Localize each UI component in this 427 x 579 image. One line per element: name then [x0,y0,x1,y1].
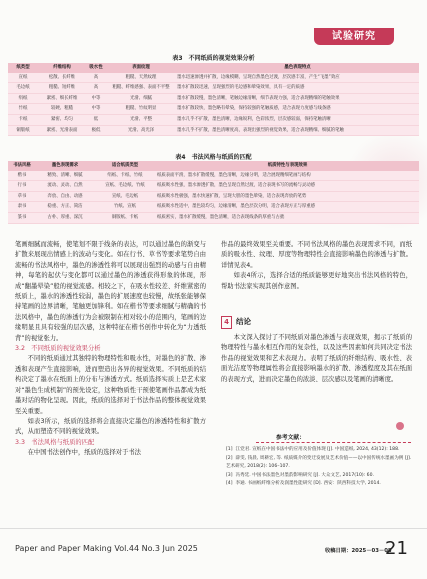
conclusion-body [221,333,412,385]
reference-text: 李通. 书画纸纤维分析及润墨性能研究 [D]. 西安：陕西科技大学, 2014. [235,481,381,487]
left-column [15,240,206,459]
table-cell: 篆书 [8,212,36,223]
table-cell: 光滑、平整 [106,114,176,125]
column-header: 墨色表现需求 [36,161,94,171]
table-cell: 墨水扩散较迅速，呈现强烈的毛边感和晕染效果，具有一定的质感 [176,83,419,94]
column-header: 墨色表现特点 [176,63,419,73]
received-date: 收稿日期：2025－03－08 [325,548,392,554]
table-cell: 精致、清晰、细腻 [36,171,94,181]
page-number: 21 [385,538,408,559]
column-header: 表面纹理 [106,63,176,73]
reference-number: [4] [226,481,233,487]
table-cell: 铜版纸、卡纸 [94,212,156,223]
left-paragraph-3: 如表3所示，纸质的选择将会直接决定墨色的渗透特性和扩散方式，从而塑造不同的视觉效果。 [15,417,206,436]
table-cell: 中等 [86,104,106,115]
table-cell: 奔放、自由、动感 [36,191,94,202]
table-cell: 古朴、厚重、深沉 [36,212,94,223]
section-number-box: 4 [221,316,232,329]
table-cell: 草书 [8,191,36,202]
column-header: 纤维结构 [38,63,86,73]
table-cell: 纸质表面平滑，墨水扩散缓慢，墨色清晰，边缘分明，适合展现精细笔画与结构 [156,171,419,181]
table-cell: 紧密、均匀 [38,114,86,125]
table-cell: 较硬、粗糙 [38,104,86,115]
table-cell: 光滑、高光泽 [106,125,176,136]
table3 [8,63,419,136]
table-cell: 松散、长纤维 [38,73,86,83]
table-cell: 绢纸、卡纸、竹纸 [94,171,156,181]
reference-text: 江党君. 宣纸在中国书法中的应用及价值体现 [J]. 中国造纸, 2024, 43(12): 188. [235,447,400,452]
heading-3-2: 3.2 不同纸质的视觉效果分析 [15,345,101,353]
flower-ornament-icon [396,422,404,430]
table4-row [8,202,419,213]
table-cell: 宣纸 [8,73,38,83]
table-cell: 紧密、细长纤维 [38,93,86,104]
table4-row [8,171,419,181]
right-paragraph-2: 如表4所示，选择合适的纸质能够更好地突出书法风格的特色，帮助书法家实现其创作意图。 [221,272,412,290]
reference-number: [3] [226,472,233,478]
table-cell: 粗糙、短纤维 [38,83,86,94]
table-cell: 毛边纸 [8,83,38,94]
reference-number: [2] [226,455,233,461]
table-cell: 粗糙、天然纹理 [106,73,176,83]
table-cell: 绢纸 [8,93,38,104]
table-cell: 墨水几乎不扩散，墨色清晰，边缘锐利，色彩浓烈，层次感较弱，保持笔触清晰 [176,114,419,125]
right-column [221,240,412,292]
references-title: 参考文献： [276,435,305,441]
conclusion-heading [221,315,251,329]
table3-row [8,73,419,83]
reference-item [226,446,412,454]
table-cell: 宣纸、毛边纸、竹纸 [94,181,156,192]
conclusion-title: 结论 [236,317,251,326]
table4-header [8,161,419,171]
column-header: 纸质特性与表现效果 [156,161,419,171]
table-cell: 紧密、光滑表面 [38,125,86,136]
left-paragraph-4: 在中国书法创作中，纸质的选择对于书法 [27,449,141,457]
table4-row [8,212,419,223]
table4-row [8,191,419,202]
table-cell: 稳重、方正、简洁 [36,202,94,213]
section-tag: 试验研究 [314,28,394,45]
table4 [8,161,419,224]
table-cell: 纸质吸水性适中，墨色较均匀，边缘清晰，墨色层次分明，适合表现方正与厚重感 [156,202,419,213]
table3-header [8,63,419,73]
table-cell: 纸质吸水性强，墨水渗透扩散，墨色呈现自然过渡，适合表现书写的流畅与灵动感 [156,181,419,192]
column-header: 书法风格 [8,161,36,171]
conclusion-paragraph: 本文深入探讨了不同纸质对墨色渗透与表现效果，揭示了纸质的物理特性与墨水相互作用的复杂性，以及这些因素如何共同决定书法作品的视觉效果和艺术表现力。表明了纸质的纤维结构、吸水性、表面光洁度等物理属性将会直接影响墨水的扩散、渗透程度及其在纸面的表现方式，进而决定墨色的浓淡、层次感以及笔画的清晰度。 [221,334,412,383]
journal-footer: Paper and Paper Making Vol.44 No.3 Jun 2025 [15,544,198,553]
reference-number: [1] [226,447,233,452]
table4-caption: 表4 书法风格与纸质的匹配 [175,154,252,161]
reference-text: 薛雯, 钱晨, 周耕宏, 等. 纸质媒介的变迁发展及艺术价值——以中国传统水墨画为例 [J]. 艺术研究, 2018(2): 106–107. [226,455,412,469]
reference-item [226,480,412,488]
table-cell: 极低 [86,125,106,136]
table-cell: 卡纸 [8,114,38,125]
column-header: 吸水性 [86,63,106,73]
heading-3-3: 3.3 书法风格与纸质的匹配 [15,438,95,446]
table-cell: 高 [86,83,106,94]
reference-text: 冯秀廷. 中国书法墨色对墨韵影响研究 [J]. 大众文艺, 2017(10): 60. [235,472,374,478]
table3-row [8,114,419,125]
references-divider [256,442,411,443]
table-cell: 宣纸、毛边纸 [94,191,156,202]
table-cell: 行书 [8,181,36,192]
table-cell: 墨水几乎不扩散，墨色清晰度高，表现出强烈的视觉效果，适合表现精细、细腻的笔触 [176,125,419,136]
left-paragraph-2: 不同的纸质通过其独特的物理特性和吸水性，对墨色的扩散、渗透和表现产生直接影响，进而塑造出各异的视觉效果。不同纸质的结构决定了墨水在纸面上的分布与渗透方式。纸质选择实质上是艺术家对“墨色生成机制”的预先设定，这种物质性干预使笔画作品都成为纸墨对话的物化呈现。因此，纸质的选择对于书法作品的整体视觉效果至关重要。 [15,355,206,415]
table-cell: 粗糙、纤维感强、表面不平整 [106,83,176,94]
table-cell: 楷书 [8,171,36,181]
table-cell: 隶书 [8,202,36,213]
table-cell: 光滑、细腻 [106,93,176,104]
references-list [226,446,412,489]
table-cell: 中等 [86,93,106,104]
left-paragraph-1: 笔画细腻而流畅，使笔划不限于线条的表达，可以通过墨色的渐变与扩散来展现出情感上的波动与变化。如在行书、草书等要求笔势自由流畅的书法风格中，墨色的渗透性将可以展现出强烈的动感与自由精神，每笔的起伏与变化都可以通过墨色的渗透获得形象的体现，形成“翻墨晕染”般的视觉流感。相较之下，在吸水性较差、纤维紧密的纸质上，墨水的渗透性较弱，墨色的扩展速度也较慢，故纸张能够保持笔画的边界清晰，笔触更加锋利。如在楷书等要求细腻与精确的书法风格中，墨色的渗透行为会被限制在相对较小的范围内，笔画的边缘明显且具有较强的层次感，这种特征在楷书创作中转化为“力透纸背”的视觉张力。 [15,241,206,342]
table4-row [8,181,419,192]
table3-row [8,93,419,104]
table3-row [8,83,419,94]
table3-caption: 表3 不同纸质的视觉效果分析 [172,55,255,62]
table-cell: 流动、灵动、自然 [36,181,94,192]
table-cell: 竹纸 [8,104,38,115]
reference-item [226,455,412,472]
footer-divider [0,528,427,529]
table-cell: 纸质吸水性极强，墨水快速扩散，呈现大胆的墨色晕染，适合表现奔放的笔势 [156,191,419,202]
table-cell: 低 [86,114,106,125]
column-header: 纸类型 [8,63,38,73]
table-cell: 高 [86,73,106,83]
table-cell: 铜版纸 [8,125,38,136]
table-cell: 纸质密实，墨水扩散缓慢，墨色清晰，适合表现线条的厚重与古拙 [156,212,419,223]
table-cell: 粗糙、竹纹明显 [106,104,176,115]
right-paragraph-1: 作品的最终效果至关重要。不同书法风格的墨色表现需求不同，而纸质的吸水性、纹理、厚度等物理特性会直接影响墨色的渗透与扩散。详情见表4。 [221,241,412,269]
table3-row [8,104,419,115]
table-cell: 竹纸、宣纸 [94,202,156,213]
reference-item [226,472,412,480]
column-header: 适合纸质类型 [94,161,156,171]
table-cell: 墨水扩散较快，墨色略有晕染，保持较强的笔触质感，适合表现力度感与线条感 [176,104,419,115]
table-cell: 墨水扩散较慢，墨色清晰，笔触边缘清晰，细节表现力强，适合表现精细的笔触效果 [176,93,419,104]
table-cell: 墨水迅速渗透并扩散，边缘模糊，呈现自然墨色过渡，层次感丰富，产生“飞墨”效应 [176,73,419,83]
table3-row [8,125,419,136]
